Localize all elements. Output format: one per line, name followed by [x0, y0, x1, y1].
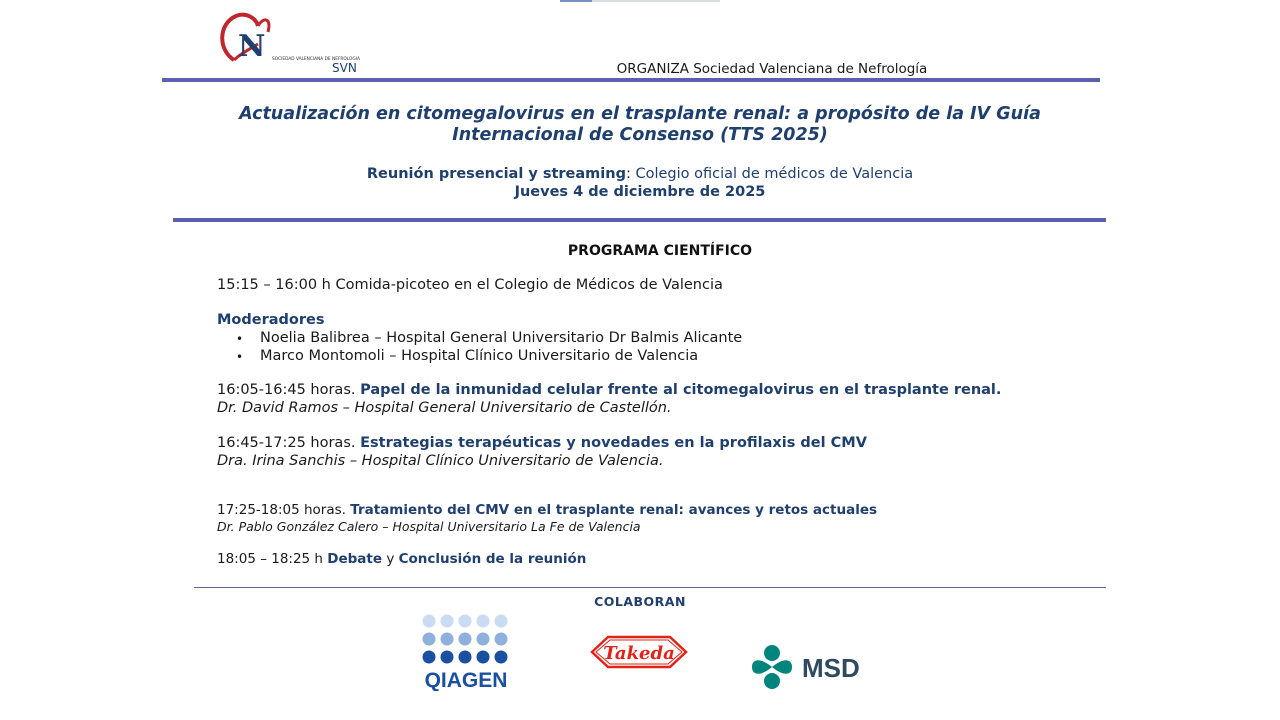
venue-separator: : — [625, 166, 636, 182]
svg-text:N: N — [238, 29, 266, 64]
talk-time: 17:25-18:05 horas. — [217, 502, 351, 518]
sponsors-heading: COLABORAN — [594, 594, 686, 609]
event-title-line1: Actualización en citomegalovirus en el trasplante renal: a propósito de la IV Guía — [239, 104, 1041, 124]
talk-time: 16:45-17:25 horas. — [217, 435, 361, 451]
section-rule — [173, 218, 1106, 222]
header-rule — [162, 78, 1100, 82]
lunch-line: 15:15 – 16:00 h Comida-picoteo en el Colegio de Médicos de Valencia — [217, 277, 723, 293]
moderator-item — [238, 348, 698, 364]
venue-value: Colegio oficial de médicos de Valencia — [635, 166, 914, 182]
venue-label: Reunión presencial y streaming — [366, 166, 626, 182]
talk-speaker: Dra. Irina Sanchis – Hospital Clínico Universitario de Valencia. — [217, 453, 664, 469]
takeda-logo — [588, 633, 690, 671]
talk-speaker: Dr. Pablo González Calero – Hospital Universitario La Fe de Valencia — [217, 519, 641, 534]
top-edge-bar-accent — [560, 0, 592, 2]
msd-logo — [750, 645, 866, 689]
closing-conclusion: Conclusión de la reunión — [398, 551, 587, 567]
organizer-line: ORGANIZA Sociedad Valenciana de Nefrología — [616, 61, 928, 77]
event-title-line2: Internacional de Consenso (TTS 2025) — [452, 125, 828, 145]
talk-title: Estrategias terapéuticas y novedades en la profilaxis del CMV — [360, 435, 867, 451]
venue-line — [190, 165, 1090, 183]
footer-rule — [194, 587, 1106, 588]
talk-3 — [217, 502, 877, 518]
qiagen-logo — [420, 613, 512, 691]
talk-1 — [217, 382, 1001, 398]
talk-title: Papel de la inmunidad celular frente al citomegalovirus en el trasplante renal. — [360, 382, 1002, 398]
moderators-heading: Moderadores — [217, 312, 325, 328]
event-date: Jueves 4 de diciembre de 2025 — [514, 184, 766, 200]
talk-2 — [217, 435, 867, 451]
takeda-logo-text: Takeda — [603, 643, 675, 664]
moderator-text: Noelia Balibrea – Hospital General Universitario Dr Balmis Alicante — [260, 330, 743, 346]
closing-line — [217, 551, 586, 567]
talk-time: 16:05-16:45 horas. — [217, 382, 361, 398]
program-heading: PROGRAMA CIENTÍFICO — [567, 243, 753, 259]
svn-logo-abbr: SVN — [332, 61, 357, 74]
closing-time: 18:05 – 18:25 h — [217, 551, 328, 567]
qiagen-logo-text: QIAGEN — [424, 669, 508, 691]
msd-logo-text: MSD — [802, 653, 860, 683]
moderator-item — [238, 330, 742, 346]
closing-debate: Debate — [327, 551, 383, 567]
talk-speaker: Dr. David Ramos – Hospital General Universitario de Castellón. — [217, 400, 672, 416]
moderator-text: Marco Montomoli – Hospital Clínico Universitario de Valencia — [260, 348, 699, 364]
svn-logo-small-text: SOCIEDAD VALENCIANA DE NEFROLOGIA — [272, 57, 360, 62]
talk-title: Tratamiento del CMV en el trasplante renal: avances y retos actuales — [350, 502, 878, 518]
closing-conj: y — [382, 551, 399, 567]
event-title — [190, 104, 1090, 146]
